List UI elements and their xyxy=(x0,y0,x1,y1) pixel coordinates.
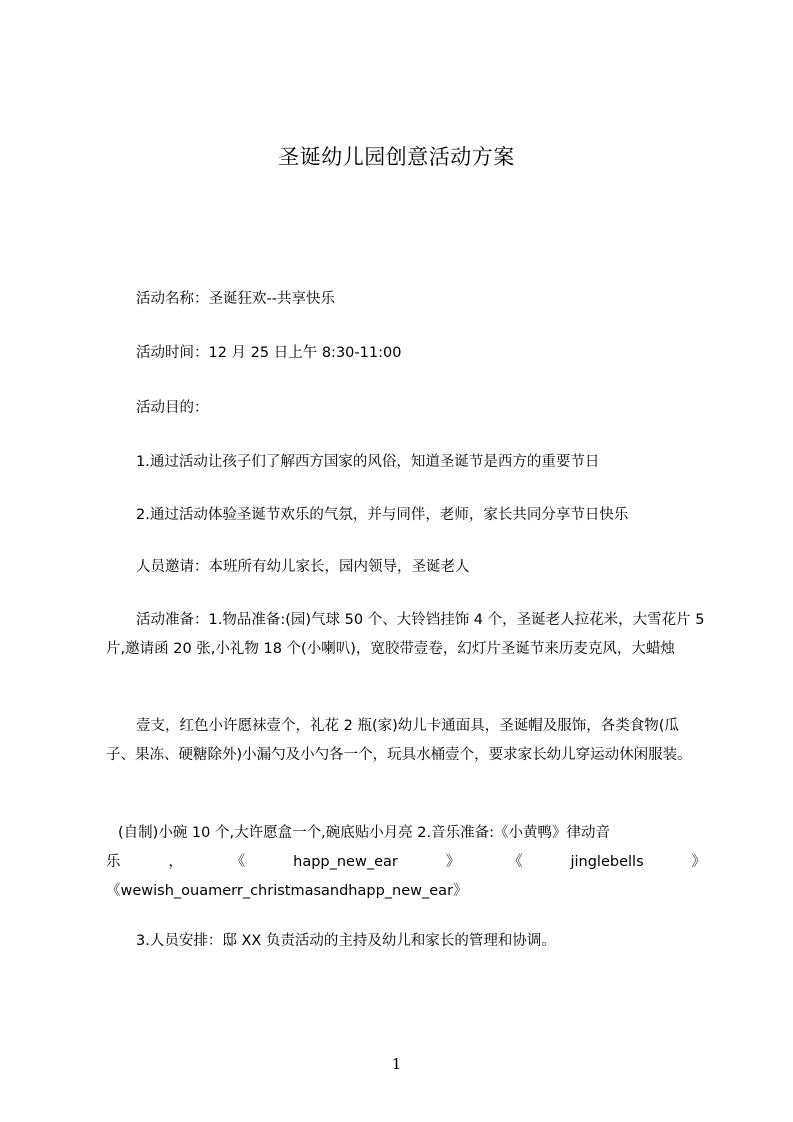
prep-line-1: (自制)小碗 10 个,大许愿盒一个,碗底贴小月亮 2.音乐准备:《小黄鸭》律动音 xyxy=(118,825,611,841)
word: 》 xyxy=(691,854,706,870)
staff-arrangement: 3.人员安排：邸 XX 负责活动的主持及幼儿和家长的管理和协调。 xyxy=(136,933,556,949)
word: 乐 xyxy=(106,854,121,870)
song-title: jinglebells xyxy=(570,854,644,870)
preparation-paragraph-2: 壹支，红色小许愿袜壹个，礼花 2 瓶(家)幼儿卡通面具，圣诞帽及服饰，各类食物(瓜子、果冻、硬糖除外)小漏勺及小勺各一个，玩具水桶壹个，要求家长幼儿穿运动休闲服装。 xyxy=(106,718,692,763)
activity-name: 活动名称：圣诞狂欢--共享快乐 xyxy=(136,291,335,307)
prep-line-2 xyxy=(106,848,706,877)
song-title: happ_new_ear xyxy=(293,854,398,870)
activity-time: 活动时间：12 月 25 日上午 8:30-11:00 xyxy=(136,345,402,361)
activity-goal-2: 2.通过活动体验圣诞节欢乐的气氛，并与同伴，老师，家长共同分享节日快乐 xyxy=(136,507,629,523)
word: 《 xyxy=(508,854,523,870)
word: 》 xyxy=(445,854,461,870)
word: ， xyxy=(168,854,183,870)
preparation-paragraph-1: 活动准备：1.物品准备:(园)气球 50 个、大铃铛挂饰 4 个，圣诞老人拉花米，大雪花片 5 片,邀请函 20 张,小礼物 18 个(小喇叭)，宽胶带壹卷，幻灯片圣诞节来历麦克风，大蜡烛 xyxy=(106,612,705,657)
page-number: 1 xyxy=(391,1055,402,1073)
document-title: 圣诞幼儿园创意活动方案 xyxy=(278,145,515,169)
invitation: 人员邀请：本班所有幼儿家长，园内领导，圣诞老人 xyxy=(136,559,470,575)
activity-goal-1: 1.通过活动让孩子们了解西方国家的风俗，知道圣诞节是西方的重要节日 xyxy=(136,454,600,470)
preparation-paragraph-3 xyxy=(106,819,706,906)
activity-goal-heading: 活动目的： xyxy=(136,400,209,416)
prep-line-3: 《wewish_ouamerr_christmasandhapp_new_ear》 xyxy=(106,883,468,899)
word: 《 xyxy=(230,854,246,870)
